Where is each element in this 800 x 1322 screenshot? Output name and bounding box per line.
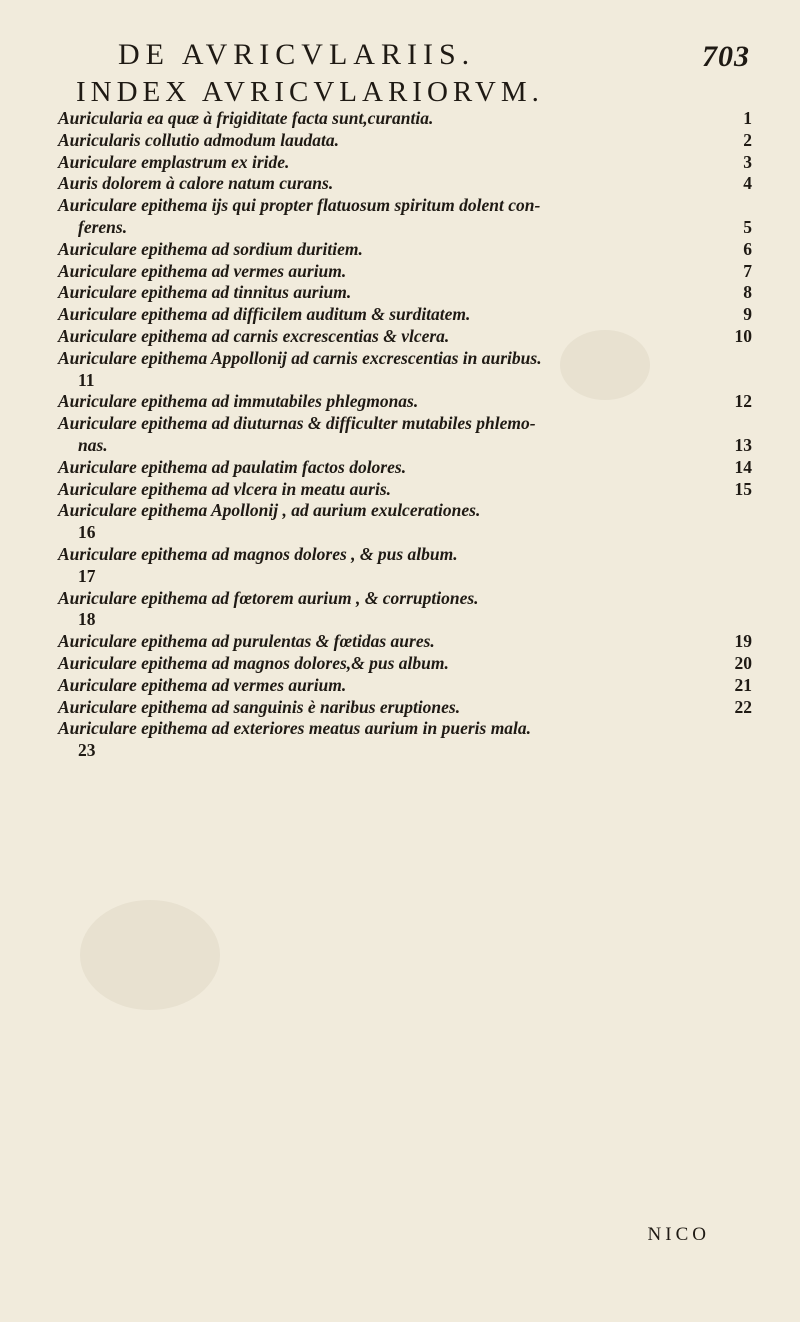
index-entry xyxy=(58,304,758,326)
entry-text: Auriculare epithema ad magnos dolores , & pus album. xyxy=(58,543,458,564)
entry-text: Auriculare epithema ad immutabiles phlegmonas. xyxy=(58,391,419,412)
running-title: DE AVRICVLARIIS. xyxy=(118,38,476,71)
entry-text: 23 xyxy=(78,740,96,761)
entry-text: Auriculare emplastrum ex iride. xyxy=(58,151,290,172)
index-entry xyxy=(58,609,758,631)
entry-text: Auriculare epithema ad difficilem auditum & surditatem. xyxy=(58,304,471,325)
index-entry xyxy=(58,718,758,740)
entry-number: 1 xyxy=(743,108,752,128)
entry-text: Auriculare epithema ad paulatim factos dolores. xyxy=(58,456,407,477)
index-entries xyxy=(58,108,758,762)
entry-number: 6 xyxy=(743,238,752,259)
index-entry xyxy=(58,108,758,130)
entry-text: Auriculare epithema ad diuturnas & difficulter mutabiles phlemo- xyxy=(58,413,536,434)
entry-number: 20 xyxy=(734,652,752,673)
index-entry xyxy=(58,435,758,457)
entry-number: 9 xyxy=(743,304,752,325)
entry-text: Auriculare epithema ad tinnitus aurium. xyxy=(58,282,352,303)
entry-text: Auriculare epithema ad exteriores meatus aurium in pueris mala. xyxy=(58,718,532,739)
entry-number: 3 xyxy=(743,151,752,172)
entry-number: 14 xyxy=(734,456,752,477)
index-entry xyxy=(58,653,758,675)
index-entry xyxy=(58,370,758,392)
entry-text: 11 xyxy=(78,369,95,390)
entry-text: Auriculare epithema ad vlcera in meatu auris. xyxy=(58,478,392,499)
index-entry xyxy=(58,500,758,522)
entry-number: 8 xyxy=(743,282,752,303)
entry-number: 21 xyxy=(734,674,752,695)
index-entry xyxy=(58,239,758,261)
entry-number: 2 xyxy=(743,129,752,150)
index-entry xyxy=(58,152,758,174)
entry-text: Auriculare epithema ad magnos dolores,& pus album. xyxy=(58,652,449,673)
index-entry xyxy=(58,697,758,719)
index-entry xyxy=(58,261,758,283)
entry-text: Auriculare epithema ijs qui propter flatuosum spiritum dolent con- xyxy=(58,195,541,216)
entry-number: 15 xyxy=(734,478,752,499)
index-entry xyxy=(58,173,758,195)
index-entry xyxy=(58,391,758,413)
entry-text: Auriculare epithema ad purulentas & fœtidas aures. xyxy=(58,631,435,652)
entry-number: 5 xyxy=(743,216,752,237)
entry-text: 16 xyxy=(78,522,96,543)
index-entry xyxy=(58,217,758,239)
entry-text: Auricularis collutio admodum laudata. xyxy=(58,129,340,150)
index-entry xyxy=(58,740,758,762)
index-entry xyxy=(58,522,758,544)
index-entry xyxy=(58,544,758,566)
entry-text: Auriculare epithema ad vermes aurium. xyxy=(58,674,347,695)
index-entry xyxy=(58,130,758,152)
entry-text: Auriculare epithema ad sanguinis è naribus eruptiones. xyxy=(58,696,461,717)
index-entry xyxy=(58,326,758,348)
entry-text: Auriculare epithema ad fœtorem aurium , & corruptiones. xyxy=(58,587,479,608)
entry-number: 19 xyxy=(734,631,752,652)
index-entry xyxy=(58,413,758,435)
entry-text: 18 xyxy=(78,609,96,630)
paper-stain xyxy=(80,900,220,1010)
entry-number: 12 xyxy=(734,391,752,412)
catchword: NICO xyxy=(647,1224,710,1245)
page-number: 703 xyxy=(702,40,750,73)
entry-number: 10 xyxy=(734,325,752,346)
running-header xyxy=(118,38,758,74)
index-entry xyxy=(58,566,758,588)
index-entry xyxy=(58,457,758,479)
index-title: INDEX AVRICVLARIORVM. xyxy=(76,76,544,108)
index-entry xyxy=(58,479,758,501)
index-entry xyxy=(58,282,758,304)
entry-text: Auriculare epithema ad vermes aurium. xyxy=(58,260,347,281)
entry-text: Auriculare epithema Apollonij , ad aurium exulcerationes. xyxy=(58,500,481,521)
entry-number: 7 xyxy=(743,260,752,281)
entry-text: Auricularia ea quæ à frigiditate facta sunt,curantia. xyxy=(58,108,434,128)
entry-text: ferens. xyxy=(78,216,128,237)
entry-text: Auriculare epithema ad sordium duritiem. xyxy=(58,238,363,259)
index-entry xyxy=(58,588,758,610)
index-entry xyxy=(58,675,758,697)
entry-number: 4 xyxy=(743,173,752,194)
index-entry xyxy=(58,631,758,653)
entry-text: 17 xyxy=(78,565,96,586)
entry-text: Auriculare epithema Appollonij ad carnis excrescentias in auribus. xyxy=(58,347,542,368)
index-entry xyxy=(58,195,758,217)
entry-number: 13 xyxy=(734,434,752,455)
entry-number: 22 xyxy=(734,696,752,717)
entry-text: Auriculare epithema ad carnis excrescentias & vlcera. xyxy=(58,325,450,346)
index-entry xyxy=(58,348,758,370)
entry-text: nas. xyxy=(78,434,108,455)
entry-text: Auris dolorem à calore natum curans. xyxy=(58,173,334,194)
